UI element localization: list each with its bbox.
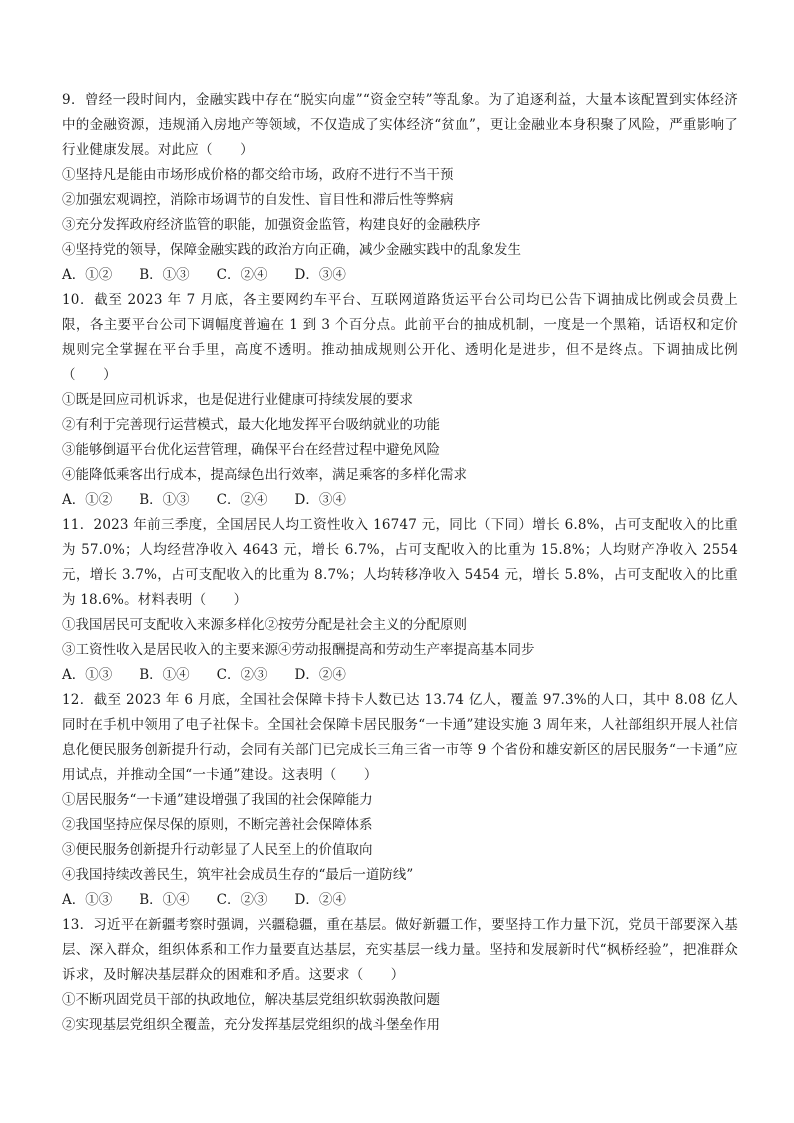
question-11 (62, 513, 738, 688)
question-11-option-1: ①我国居民可支配收入来源多样化②按劳分配是社会主义的分配原则 (62, 617, 467, 633)
question-9-answer-choices: A．①② B．①③ C．②④ D．③④ (62, 267, 346, 283)
question-13 (62, 913, 738, 1038)
question-10-option-3: ③能够倒逼平台优化运营管理，确保平台在经营过程中避免风险 (62, 442, 440, 458)
question-12-option-4: ④我国持续改善民生，筑牢社会成员生存的“最后一道防线” (62, 867, 414, 883)
question-9-option-2: ②加强宏观调控，消除市场调节的自发性、盲目性和滞后性等弊病 (62, 192, 454, 208)
question-12-stem: 12．截至 2023 年 6 月底，全国社会保障卡持卡人数已达 13.74 亿人，覆盖 97.3%的人口，其中 8.08 亿人同时在手机中领用了电子社保卡。全国社会保障卡居民服务“一卡通”建设实施 3 周年来，人社部组织开展人社信息化便民服务创新提升行动，会同有关部门已完成长三角三省一市等 9 个省份和雄安新区的居民服务“一卡通”应用试点，并推动全国“一卡通”建设。这表明（ ） (62, 692, 738, 783)
question-13-option-1: ①不断巩固党员干部的执政地位，解决基层党组织软弱涣散问题 (62, 992, 440, 1008)
question-10-option-1: ①既是回应司机诉求，也是促进行业健康可持续发展的要求 (62, 392, 413, 408)
question-10 (62, 288, 738, 513)
question-10-option-4: ④能降低乘客出行成本，提高绿色出行效率，满足乘客的多样化需求 (62, 467, 467, 483)
question-11-stem: 11．2023 年前三季度，全国居民人均工资性收入 16747 元，同比（下同）增长 6.8%，占可支配收入的比重为 57.0%；人均经营净收入 4643 元，增长 6.7%，占可支配收入的比重为 15.8%；人均财产净收入 2554 元，增长 3.7%，占可支配收入的比重为 8.7%；人均转移净收入 5454 元，增长 5.8%，占可支配收入的比重为 18.6%。材料表明（ ） (62, 517, 738, 608)
question-9-stem: 9．曾经一段时间内，金融实践中存在“脱实向虚”“资金空转”等乱象。为了追逐利益，大量本该配置到实体经济中的金融资源，违规涌入房地产等领域，不仅造成了实体经济“贫血”，更让金融业本身积聚了风险，严重影响了行业健康发展。对此应（ ） (62, 92, 738, 158)
question-13-stem: 13．习近平在新疆考察时强调，兴疆稳疆，重在基层。做好新疆工作，要坚持工作力量下沉，党员干部要深入基层、深入群众，组织体系和工作力量要直达基层，充实基层一线力量。坚持和发展新时代“枫桥经验”，把准群众诉求，及时解决基层群众的困难和矛盾。这要求（ ） (62, 917, 738, 983)
question-12-option-3: ③便民服务创新提升行动彰显了人民至上的价值取向 (62, 842, 373, 858)
question-11-answer-choices: A．①③ B．①④ C．②③ D．②④ (62, 667, 346, 683)
question-10-answer-choices: A．①② B．①③ C．②④ D．③④ (62, 492, 346, 508)
question-9-option-4: ④坚持党的领导，保障金融实践的政治方向正确，减少金融实践中的乱象发生 (62, 242, 521, 258)
question-9 (62, 88, 738, 288)
question-10-stem: 10．截至 2023 年 7 月底，各主要网约车平台、互联网道路货运平台公司均已公告下调抽成比例或会员费上限，各主要平台公司下调幅度普遍在 1 到 3 个百分点。此前平台的抽成机制，一度是一个黑箱，话语权和定价规则完全掌握在平台手里，高度不透明。推动抽成规则公开化、透明化是进步，但不是终点。下调抽成比例（ ） (62, 292, 738, 383)
question-list (62, 88, 738, 1038)
question-10-option-2: ②有利于完善现行运营模式，最大化地发挥平台吸纳就业的功能 (62, 417, 440, 433)
question-12-option-2: ②我国坚持应保尽保的原则，不断完善社会保障体系 (62, 817, 373, 833)
question-12-answer-choices: A．①③ B．①④ C．②③ D．②④ (62, 892, 346, 908)
question-12-option-1: ①居民服务“一卡通”建设增强了我国的社会保障能力 (62, 792, 373, 808)
question-12 (62, 688, 738, 913)
question-13-option-2: ②实现基层党组织全覆盖，充分发挥基层党组织的战斗堡垒作用 (62, 1017, 440, 1033)
question-9-option-3: ③充分发挥政府经济监管的职能，加强资金监管，构建良好的金融秩序 (62, 217, 481, 233)
question-9-option-1: ①坚持凡是能由市场形成价格的都交给市场，政府不进行不当干预 (62, 167, 454, 183)
question-11-option-2: ③工资性收入是居民收入的主要来源④劳动报酬提高和劳动生产率提高基本同步 (62, 642, 535, 658)
